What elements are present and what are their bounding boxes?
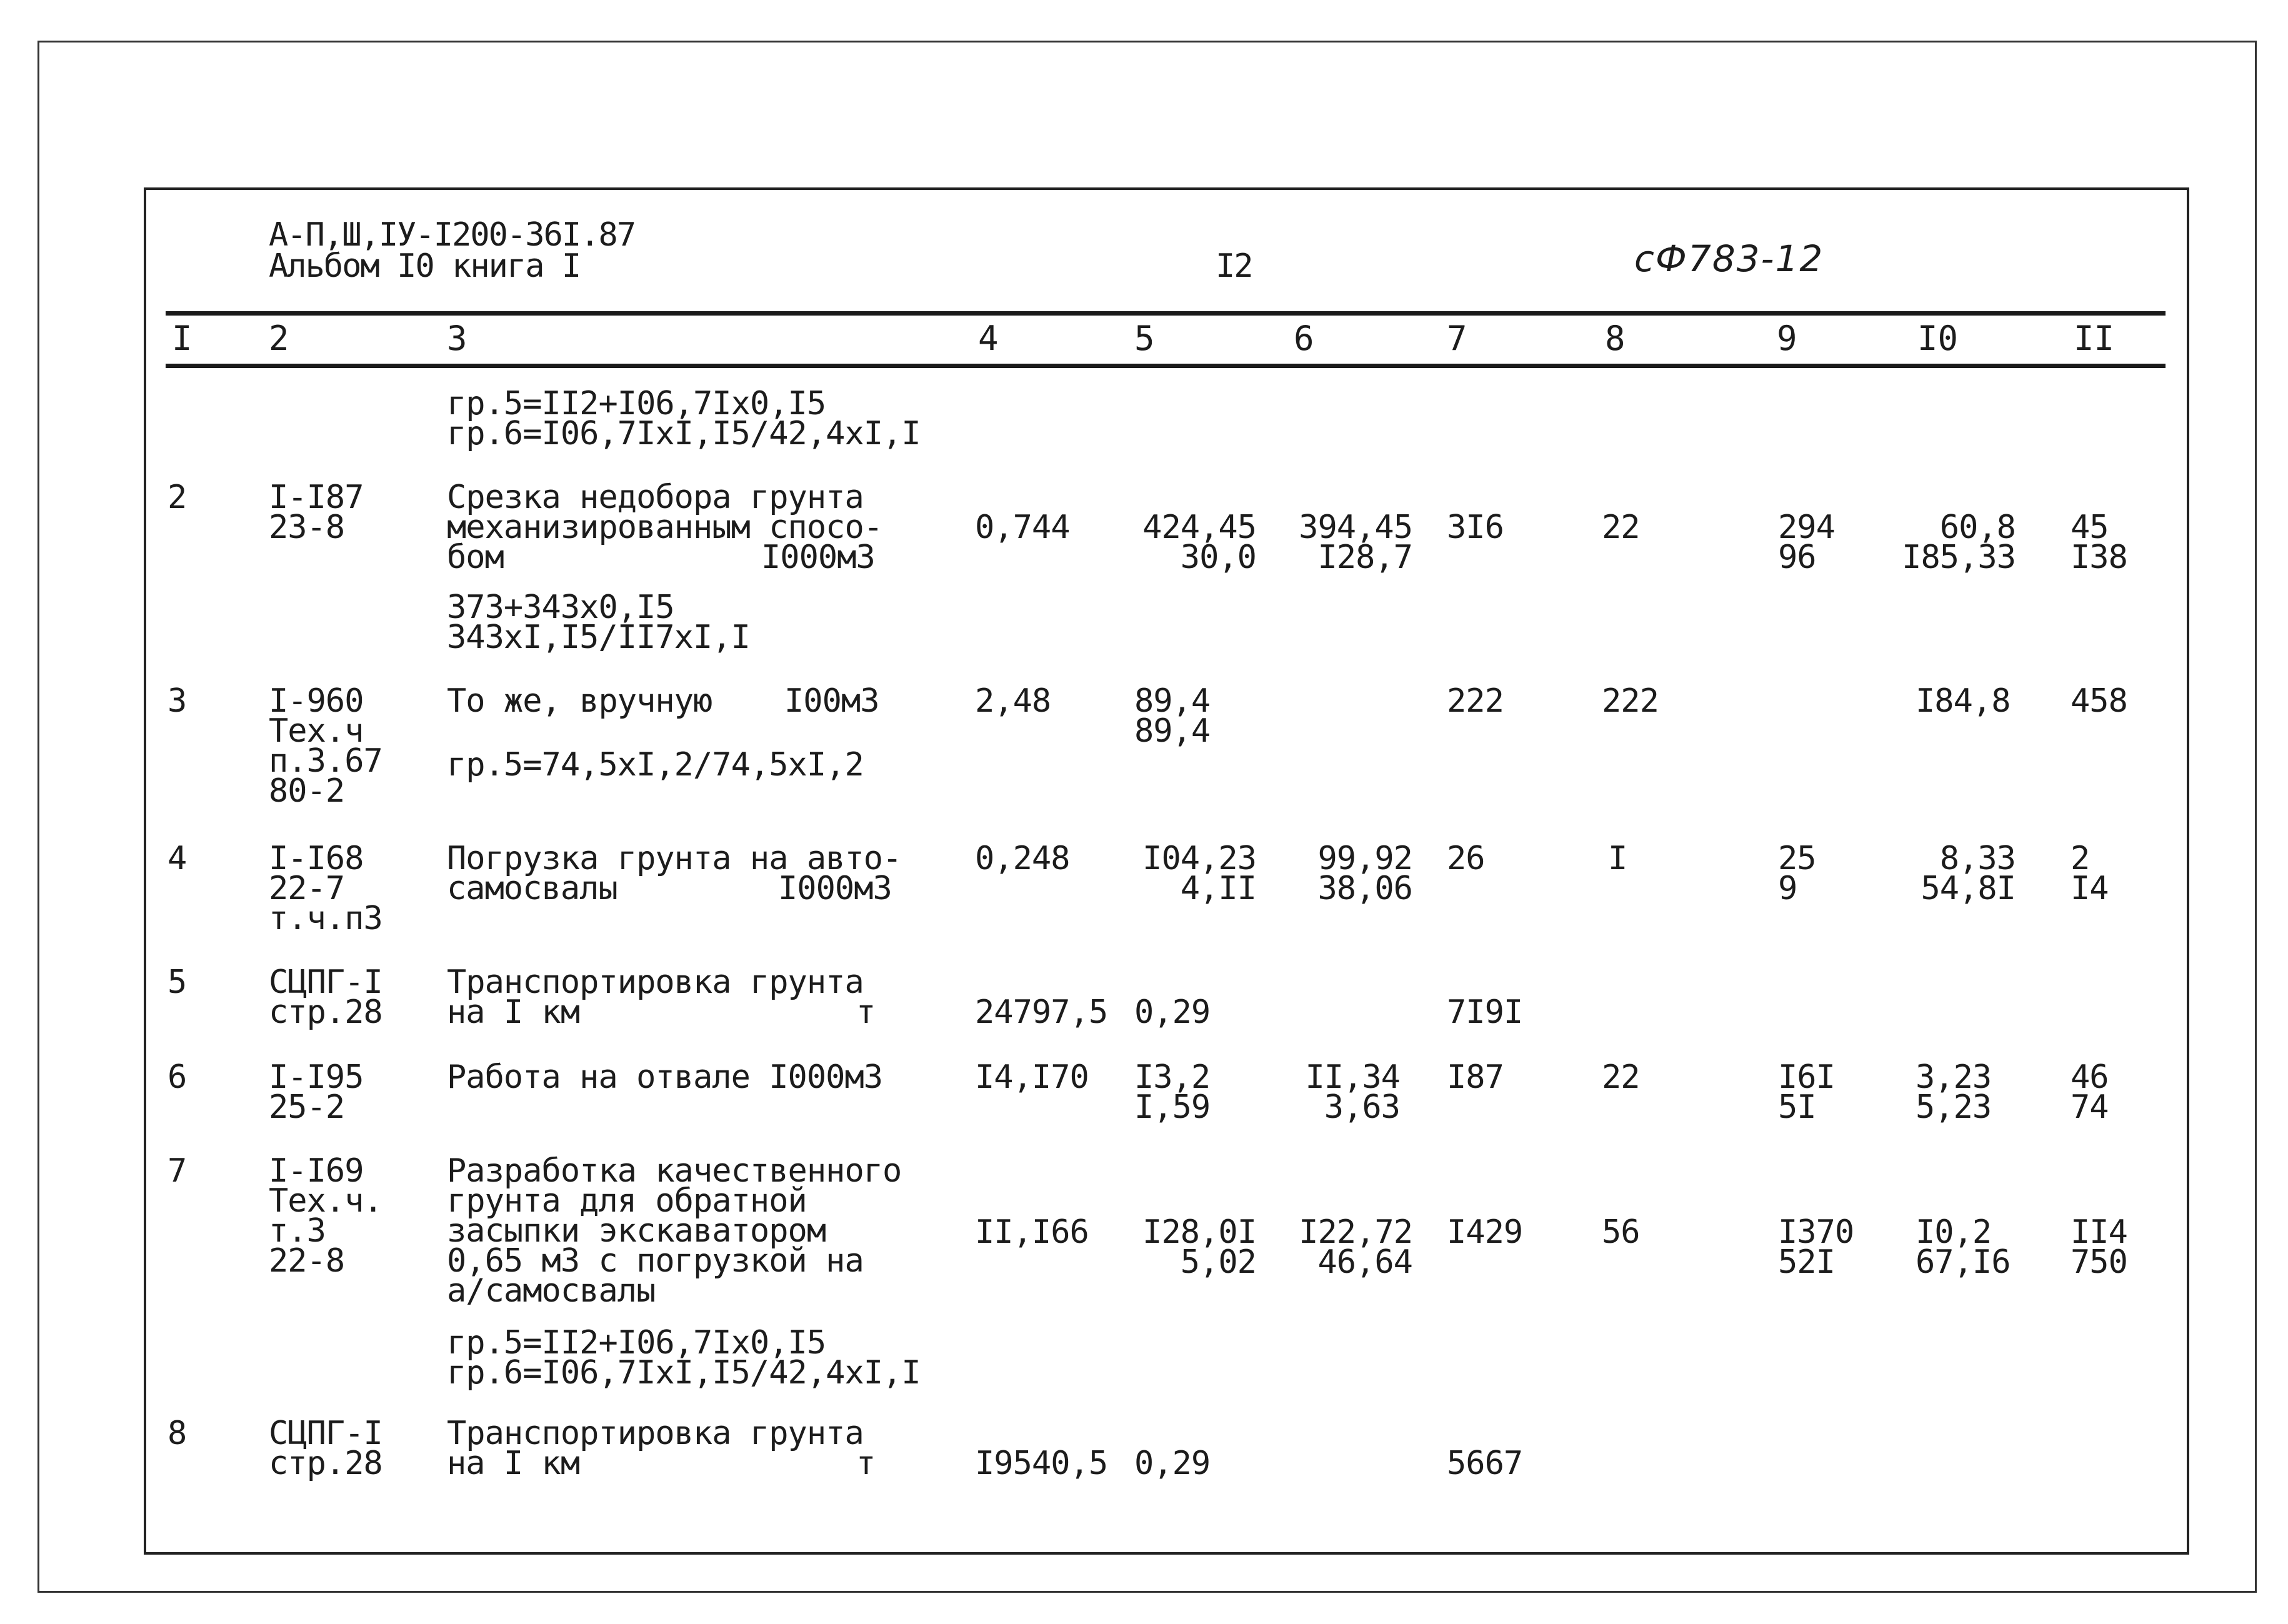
row-7-col8: 56 bbox=[1602, 1213, 1640, 1251]
row-5-code: СЦПГ-I стр.28 bbox=[269, 964, 382, 1031]
column-number-4: 4 bbox=[978, 319, 999, 358]
row-5-quantity: 24797,5 bbox=[975, 994, 1108, 1031]
row-9-col7: 5667 bbox=[1447, 1445, 1523, 1482]
row-2-formula: 373+343x0,I5 343xI,I5/II7xI,I bbox=[447, 589, 750, 656]
row-7-col7: I429 bbox=[1447, 1213, 1523, 1251]
row-6-col11: 46 74 bbox=[2071, 1059, 2109, 1126]
row-4-quantity: 0,248 bbox=[975, 840, 1070, 877]
row-4-col10: 8,33 54,8I bbox=[1921, 840, 2016, 907]
row-6-col9: I6I 5I bbox=[1778, 1059, 1835, 1126]
row-9-item-number: 8 bbox=[167, 1415, 187, 1452]
row-5-item-number: 5 bbox=[167, 964, 187, 1001]
row-9-quantity: I9540,5 bbox=[975, 1445, 1108, 1482]
row-3-col11: 458 bbox=[2071, 682, 2127, 720]
row-1-col9: 294 96 bbox=[1778, 509, 1835, 576]
row-1-col11: 45 I38 bbox=[2071, 509, 2127, 576]
row-7-col11: II4 750 bbox=[2071, 1213, 2127, 1281]
row-9-description: Транспортировка грунта на I км bbox=[447, 1415, 864, 1482]
row-6-col10: 3,23 5,23 bbox=[1916, 1059, 1992, 1126]
row-4-description: Погрузка грунта на авто- самосвалы bbox=[447, 840, 902, 907]
column-number-1: I bbox=[172, 319, 192, 358]
row-7-quantity: II,I66 bbox=[975, 1213, 1089, 1251]
row-3-formula: гр.5=74,5xI,2/74,5xI,2 bbox=[447, 746, 864, 784]
row-5-col7: 7I9I bbox=[1447, 994, 1523, 1031]
row-6-description: Работа на отвале I000м3 bbox=[447, 1059, 883, 1096]
row-1-col6: 394,45 I28,7 bbox=[1299, 509, 1412, 576]
column-number-3: 3 bbox=[447, 319, 467, 358]
row-9-unit: т bbox=[856, 1445, 876, 1482]
row-3-col8: 222 bbox=[1602, 682, 1659, 720]
row-5-col5: 0,29 bbox=[1134, 994, 1211, 1031]
header-rule-bottom bbox=[166, 364, 2166, 368]
column-number-8: 8 bbox=[1605, 319, 1626, 358]
row-1-col5: 424,45 30,0 bbox=[1142, 509, 1256, 576]
row-6-col8: 22 bbox=[1602, 1059, 1640, 1096]
row-3-col10: I84,8 bbox=[1916, 682, 2011, 720]
row-5-unit: т bbox=[856, 994, 876, 1031]
row-3-col7: 222 bbox=[1447, 682, 1504, 720]
row-1-quantity: 0,744 bbox=[975, 509, 1070, 546]
row-4-item-number: 4 bbox=[167, 840, 187, 877]
row-7-col10: I0,2 67,I6 bbox=[1916, 1213, 2011, 1281]
row-3-item-number: 3 bbox=[167, 682, 187, 720]
row-6-col5: I3,2 I,59 bbox=[1134, 1059, 1211, 1126]
row-7-description: Разработка качественного грунта для обратной засыпки экскаватором 0,65 м3 с погрузкой на а/самосвалы bbox=[447, 1152, 902, 1310]
column-number-10: I0 bbox=[1917, 319, 1959, 358]
row-7-code: I-I69 Тех.ч. т.3 22-8 bbox=[269, 1152, 382, 1280]
row-6-col7: I87 bbox=[1447, 1059, 1504, 1096]
row-3-quantity: 2,48 bbox=[975, 682, 1051, 720]
row-3-col5: 89,4 89,4 bbox=[1134, 682, 1211, 750]
row-7-col9: I370 52I bbox=[1778, 1213, 1854, 1281]
album-title: Альбом I0 книга I bbox=[269, 247, 581, 285]
row-3-code: I-960 Тех.ч п.3.67 80-2 bbox=[269, 682, 382, 810]
row-6-item-number: 6 bbox=[167, 1059, 187, 1096]
row-6-col6: II,34 3,63 bbox=[1305, 1059, 1400, 1126]
row-6-quantity: I4,I70 bbox=[975, 1059, 1089, 1096]
row-9-code: СЦПГ-I стр.28 bbox=[269, 1415, 382, 1482]
row-1-col8: 22 bbox=[1602, 509, 1640, 546]
column-number-9: 9 bbox=[1777, 319, 1797, 358]
row-1-col10: 60,8 I85,33 bbox=[1902, 509, 2016, 576]
row-5-description: Транспортировка грунта на I км bbox=[447, 964, 864, 1031]
row-4-unit: I000м3 bbox=[778, 870, 892, 907]
row-1-col7: 3I6 bbox=[1447, 509, 1504, 546]
row-6-code: I-I95 25-2 bbox=[269, 1059, 364, 1126]
row-4-col5: I04,23 4,II bbox=[1142, 840, 1256, 907]
row-8-formula: гр.5=II2+I06,7Ix0,I5 гр.6=I06,7IxI,I5/42,4xI,I bbox=[447, 1324, 921, 1392]
row-7-col6: I22,72 46,64 bbox=[1299, 1213, 1412, 1281]
column-number-6: 6 bbox=[1294, 319, 1314, 358]
column-number-5: 5 bbox=[1134, 319, 1155, 358]
row-3-description: То же, вручную bbox=[447, 682, 712, 720]
row-7-col5: I28,0I 5,02 bbox=[1142, 1213, 1256, 1281]
row-1-code: I-I87 23-8 bbox=[269, 479, 364, 546]
row-4-col8: I bbox=[1608, 840, 1627, 877]
doc-code: А-П,Ш,IУ-I200-36I.87 bbox=[269, 216, 636, 254]
page-number: I2 bbox=[1216, 247, 1252, 285]
row-1-unit: I000м3 bbox=[761, 539, 875, 576]
row-1-item-number: 2 bbox=[167, 479, 187, 516]
row-4-col9: 25 9 bbox=[1778, 840, 1816, 907]
row-9-col5: 0,29 bbox=[1134, 1445, 1211, 1482]
row-7-item-number: 7 bbox=[167, 1152, 187, 1190]
row-3-unit: I00м3 bbox=[784, 682, 879, 720]
column-number-11: II bbox=[2074, 319, 2115, 358]
row-0-formula: гр.5=II2+I06,7Ix0,I5 гр.6=I06,7IxI,I5/42,4xI,I bbox=[447, 385, 921, 452]
header-rule-top bbox=[166, 311, 2166, 316]
column-number-2: 2 bbox=[269, 319, 289, 358]
row-4-col6: 99,92 38,06 bbox=[1317, 840, 1412, 907]
row-4-col11: 2 I4 bbox=[2071, 840, 2109, 907]
sheet-stamp: сФ783-12 bbox=[1634, 237, 1824, 280]
row-4-col7: 26 bbox=[1447, 840, 1485, 877]
column-number-7: 7 bbox=[1447, 319, 1467, 358]
row-1-description: Срезка недобора грунта механизированным спосо- бом bbox=[447, 479, 883, 576]
row-4-code: I-I68 22-7 т.ч.п3 bbox=[269, 840, 382, 937]
